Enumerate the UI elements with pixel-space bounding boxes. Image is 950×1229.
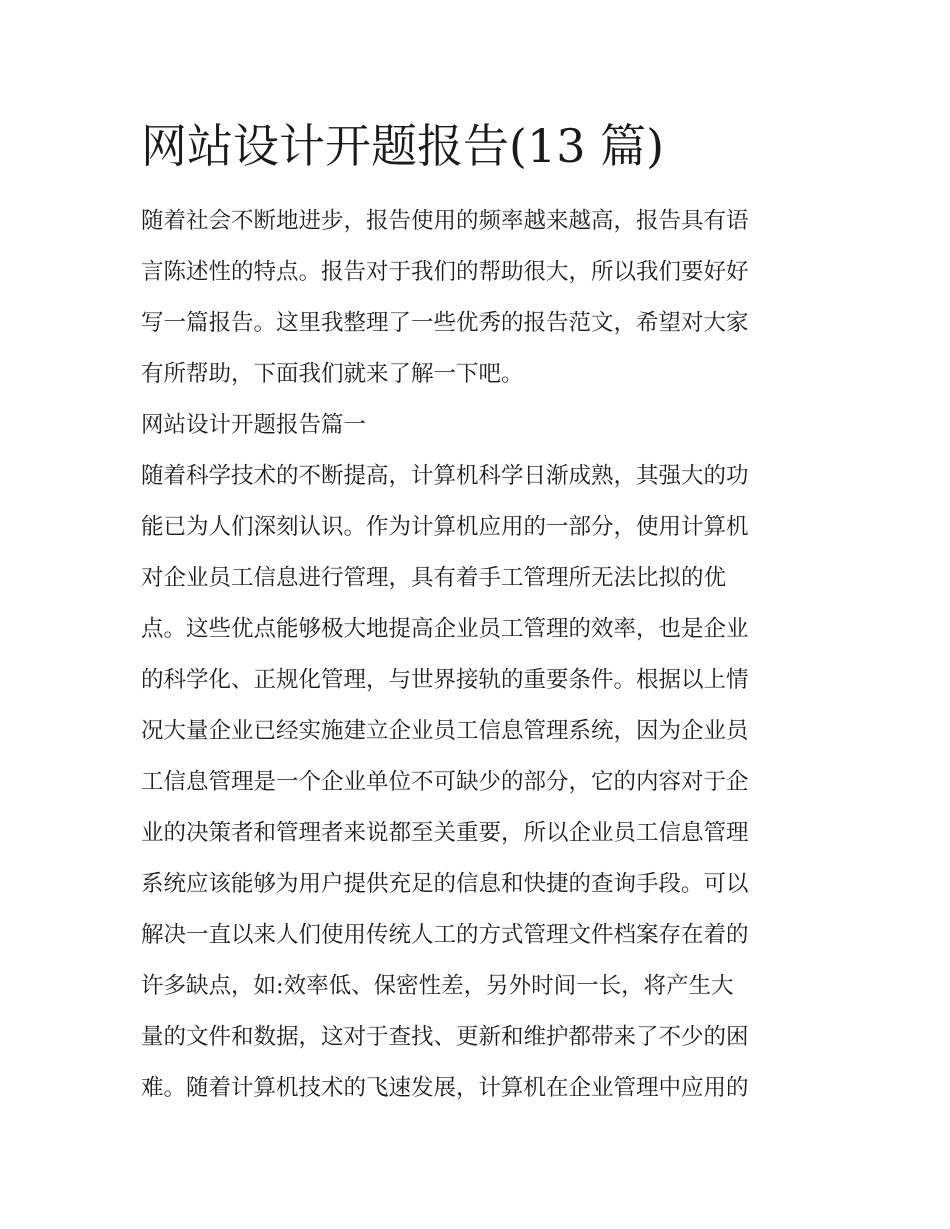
body-line: 工信息管理是一个企业单位不可缺少的部分，它的内容对于企 [141,769,749,795]
body-line: 的科学化、正规化管理，与世界接轨的重要条件。根据以上情 [141,667,749,693]
intro-line: 随着社会不断地进步，报告使用的频率越来越高，报告具有语 [141,208,749,234]
body-line: 许多缺点，如:效率低、保密性差，另外时间一长，将产生大 [141,973,734,999]
document-title: 网站设计开题报告(13 篇) [141,119,665,173]
body-line: 业的决策者和管理者来说都至关重要，所以企业员工信息管理 [141,820,749,846]
body-paragraph [141,451,813,1114]
intro-line: 写一篇报告。这里我整理了一些优秀的报告范文，希望对大家 [141,310,749,336]
body-line: 解决一直以来人们使用传统人工的方式管理文件档案存在着的 [141,922,749,948]
body-line: 量的文件和数据，这对于查找、更新和维护都带来了不少的困 [141,1024,749,1050]
body-line: 难。随着计算机技术的飞速发展，计算机在企业管理中应用的 [141,1075,749,1101]
body-line: 随着科学技术的不断提高，计算机科学日渐成熟，其强大的功 [141,463,749,489]
body-line: 系统应该能够为用户提供充足的信息和快捷的查询手段。可以 [141,871,749,897]
body-line: 能已为人们深刻认识。作为计算机应用的一部分，使用计算机 [141,514,749,540]
body-line: 对企业员工信息进行管理，具有着手工管理所无法比拟的优 [141,565,727,591]
body-line: 况大量企业已经实施建立企业员工信息管理系统，因为企业员 [141,718,749,744]
intro-line: 有所帮助，下面我们就来了解一下吧。 [141,361,524,387]
intro-paragraph [141,196,813,400]
section-heading: 网站设计开题报告篇一 [141,412,367,438]
intro-line: 言陈述性的特点。报告对于我们的帮助很大，所以我们要好好 [141,259,749,285]
document-page [141,118,813,1114]
body-line: 点。这些优点能够极大地提高企业员工管理的效率，也是企业 [141,616,749,642]
